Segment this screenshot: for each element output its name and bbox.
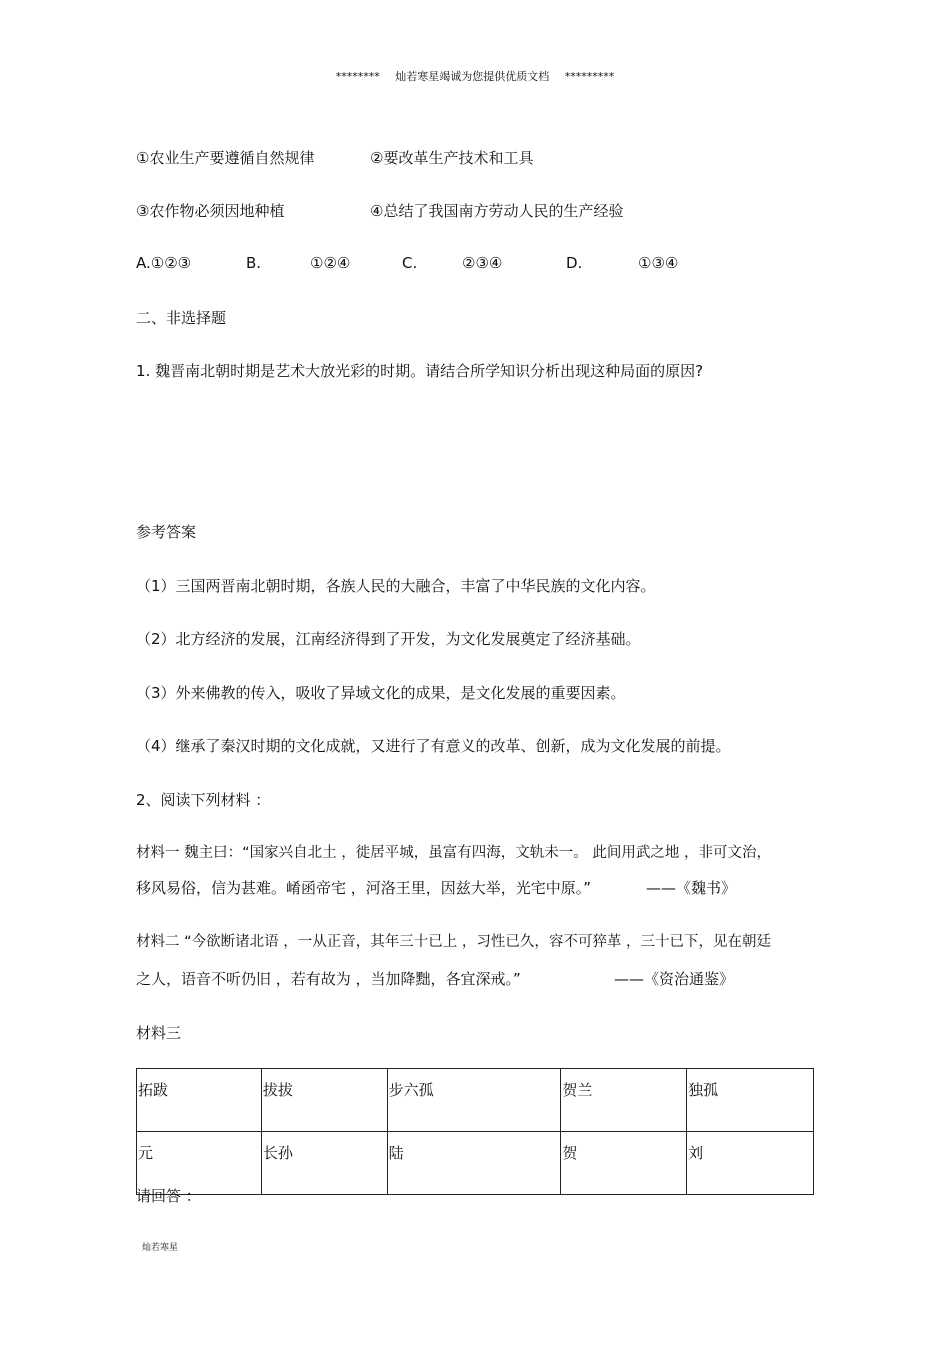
- table-cell: 长孙: [261, 1132, 387, 1195]
- table-cell: 独孤: [687, 1069, 814, 1132]
- table-cell: 贺: [561, 1132, 687, 1195]
- option-statement-3: ③农作物必须因地种植: [136, 202, 285, 220]
- answer-heading: 参考答案: [136, 523, 197, 541]
- question-1: 1. 魏晋南北朝时期是艺术大放光彩的时期。请结合所学知识分析出现这种局面的原因?: [136, 362, 704, 380]
- answer-item: （4）继承了秦汉时期的文化成就，又进行了有意义的改革、创新，成为文化发展的前提。: [136, 737, 731, 755]
- header-title: 灿若寒星竭诚为您提供优质文档: [395, 70, 550, 83]
- table-cell: 步六孤: [387, 1069, 561, 1132]
- table-row: [137, 1132, 814, 1195]
- choice-b-value: ①②④: [310, 254, 351, 272]
- material-3-title: 材料三: [136, 1024, 182, 1042]
- header-stars-left: ********: [335, 70, 380, 83]
- option-statement-4: ④总结了我国南方劳动人民的生产经验: [370, 202, 624, 220]
- material-1-source: ——《魏书》: [646, 879, 737, 897]
- choice-d-value: ①③④: [638, 254, 679, 272]
- choice-a: A.①②③: [136, 254, 192, 272]
- page-header: [0, 68, 950, 84]
- answer-prompt: 请回答 ：: [136, 1187, 201, 1205]
- choice-d-label: D.: [566, 254, 583, 272]
- choice-b-label: B.: [246, 254, 262, 272]
- table-cell: 拔拔: [261, 1069, 387, 1132]
- material-1-line-1: 材料一 魏主曰：“国家兴自北土 ，徙居平城，虽富有四海，文轨未一。 此间用武之地 ，非可文治，: [136, 845, 771, 861]
- option-statement-1: ①农业生产要遵循自然规律: [136, 149, 315, 167]
- material-2-line-2: 之人，语音不听仍旧 ，若有故为 ，当加降黜，各宜深戒。”: [136, 970, 521, 988]
- header-stars-right: *********: [564, 70, 615, 83]
- material-2-line-1: 材料二 “今欲断诸北语 ，一从正音，其年三十已上 ，习性已久，容不可猝革 ，三十已下，见在朝廷: [136, 934, 771, 950]
- material-1-line-2: 移风易俗，信为甚难。崤函帝宅 ，河洛王里，因兹大举，光宅中原。”: [136, 879, 592, 897]
- table-cell: 元: [137, 1132, 262, 1195]
- answer-item: （2）北方经济的发展，江南经济得到了开发，为文化发展奠定了经济基础。: [136, 630, 641, 648]
- table-row: [137, 1069, 814, 1132]
- answer-item: （3）外来佛教的传入，吸收了异域文化的成果，是文化发展的重要因素。: [136, 684, 626, 702]
- table-cell: 陆: [387, 1132, 561, 1195]
- choice-c-label: C.: [402, 254, 418, 272]
- table-cell: 刘: [687, 1132, 814, 1195]
- surname-table: [136, 1068, 814, 1195]
- table-cell: 拓跋: [137, 1069, 262, 1132]
- page-footer: 灿若寒星: [142, 1243, 179, 1253]
- table-cell: 贺兰: [561, 1069, 687, 1132]
- choice-c-value: ②③④: [462, 254, 503, 272]
- option-statement-2: ②要改革生产技术和工具: [370, 149, 534, 167]
- answer-item: （1）三国两晋南北朝时期，各族人民的大融合，丰富了中华民族的文化内容。: [136, 577, 656, 595]
- question-2-title: 2、阅读下列材料 ：: [136, 791, 271, 809]
- material-2-source: ——《资治通鉴》: [614, 970, 735, 988]
- section-title: 二、非选择题: [136, 309, 227, 327]
